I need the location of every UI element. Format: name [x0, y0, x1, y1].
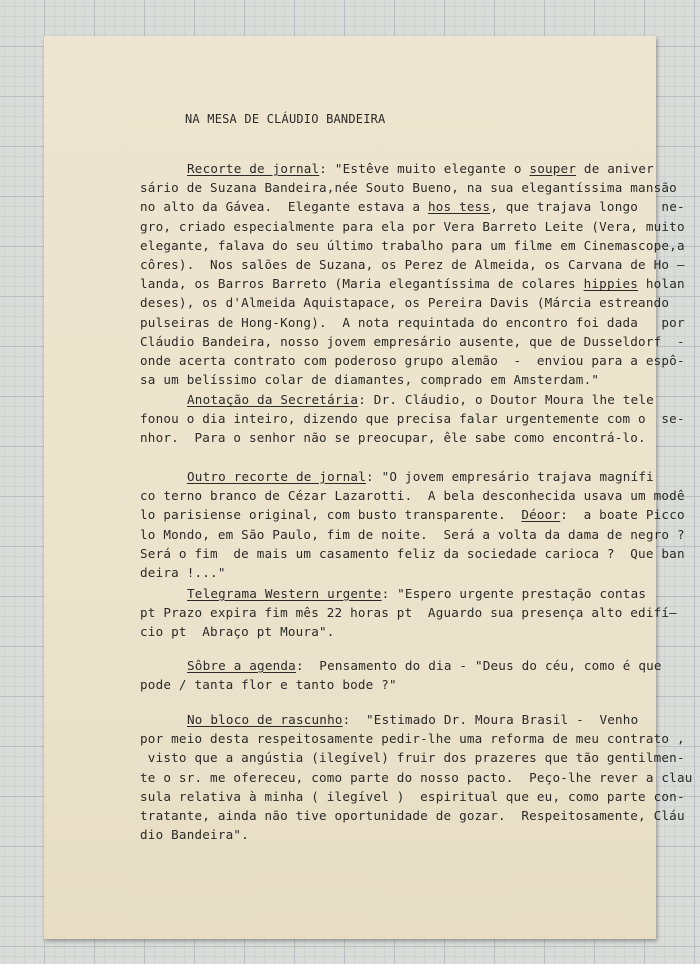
underlined-heading: Sôbre a agenda: [187, 658, 296, 673]
text-span: sula relativa à minha ( ilegível ) espiritual que eu, como parte con-: [140, 788, 685, 804]
text-span: pode / tanta flor e tanto bode ?": [140, 677, 397, 693]
text-span: onde acerta contrato com poderoso grupo alemão - enviou para a espô-: [140, 352, 685, 368]
text-line: [140, 565, 685, 584]
text-span: Será o fim de mais um casamento feliz da sociedade carioca ? Que ban: [140, 545, 685, 561]
text-line: [140, 586, 677, 605]
text-line: [140, 712, 693, 731]
text-span: deira !...": [140, 564, 226, 580]
text-line: [140, 827, 693, 846]
paragraph-telegrama: [140, 586, 677, 644]
text-line: [140, 295, 685, 314]
text-span: nhor. Para o senhor não se preocupar, êle sabe como encontrá-lo.: [140, 430, 646, 446]
text-line: [140, 789, 693, 808]
text-span: elegante, falava do seu último trabalho para um filme em Cinemascope,a: [140, 237, 685, 253]
text-span: Cláudio Bandeira, nosso jovem empresário ausente, que de Dusseldorf -: [140, 333, 685, 349]
underlined-heading: Recorte de jornal: [187, 161, 320, 176]
text-line: [140, 605, 677, 624]
text-line: [140, 488, 685, 507]
text-line: [140, 238, 685, 257]
text-span: gro, criado especialmente para ela por Vera Barreto Leite (Vera, muito: [140, 218, 685, 234]
underlined-heading: Telegrama Western urgente: [187, 586, 382, 601]
paragraph-sobre-agenda: [140, 658, 662, 696]
text-line: [140, 219, 685, 238]
text-line: [140, 392, 685, 411]
text-span: dio Bandeira".: [140, 827, 249, 843]
text-line: [140, 257, 685, 276]
text-span: côres). Nos salões de Suzana, os Perez de Almeida, os Carvana de Ho —: [140, 256, 685, 272]
text-line: [140, 546, 685, 565]
text-span: : a boate Picco: [560, 507, 685, 523]
text-line: [140, 276, 685, 295]
text-line: [140, 527, 685, 546]
text-line: [140, 372, 685, 391]
text-span: no alto da Gávea. Elegante estava a: [140, 199, 428, 215]
text-line: [140, 334, 685, 353]
text-line: [140, 315, 685, 334]
paragraph-bloco-rascunho: [140, 712, 693, 846]
text-line: [140, 658, 662, 677]
paragraph-recorte-jornal: [140, 161, 685, 391]
text-span: te o sr. me ofereceu, como parte do nosso pacto. Peço-lhe rever a clau: [140, 769, 693, 785]
text-span: lo Mondo, em São Paulo, fim de noite. Será a volta da dama de negro ?: [140, 526, 685, 542]
text-span: : "Estimado Dr. Moura Brasil - Venho: [342, 712, 639, 727]
text-line: [140, 199, 685, 218]
text-line: [140, 430, 685, 449]
underlined-heading: hippies: [583, 276, 639, 292]
text-span: por meio desta respeitosamente pedir-lhe uma reforma de meu contrato ,: [140, 731, 685, 747]
text-line: [140, 677, 662, 696]
text-span: fonou o dia inteiro, dizendo que precisa falar urgentemente com o se-: [140, 411, 685, 427]
text-span: : Dr. Cláudio, o Doutor Moura lhe tele: [358, 392, 654, 407]
text-span: visto que a angústia (ilegível) fruir dos prazeres que tão gentilmen-: [140, 750, 685, 766]
underlined-heading: Déoor: [521, 507, 561, 523]
text-line: [140, 161, 685, 180]
text-span: pulseiras de Hong-Kong). A nota requintada do encontro foi dada por: [140, 314, 685, 330]
underlined-heading: Outro recorte de jornal: [187, 469, 366, 484]
text-span: tratante, ainda não tive oportunidade de gozar. Respeitosamente, Cláu: [140, 807, 685, 823]
paragraph-anotacao-secretaria: [140, 392, 685, 450]
underlined-heading: souper: [529, 161, 577, 176]
text-span: : "Estêve muito elegante o: [319, 161, 530, 176]
underlined-heading: No bloco de rascunho: [187, 712, 343, 727]
text-line: [140, 731, 693, 750]
text-span: de aniver: [576, 161, 654, 176]
text-span: co terno branco de Cézar Lazarotti. A bela desconhecida usava um modê: [140, 488, 685, 504]
text-line: [140, 469, 685, 488]
text-span: : "O jovem empresário trajava magnífi: [366, 469, 654, 484]
text-line: [140, 411, 685, 430]
text-span: landa, os Barros Barreto (Maria elegantíssima de colares: [140, 276, 584, 292]
text-span: holan: [638, 276, 685, 292]
paragraph-outro-recorte: [140, 469, 685, 584]
text-span: : "Espero urgente prestação contas: [381, 586, 647, 601]
text-line: [140, 624, 677, 643]
text-line: [140, 507, 685, 526]
text-span: , que trajava longo ne-: [490, 199, 685, 215]
text-span: deses), os d'Almeida Aquistapace, os Pereira Davis (Márcia estreando: [140, 295, 670, 311]
typed-sheet: [44, 36, 693, 939]
text-span: lo parisiense original, com busto transparente.: [140, 507, 522, 523]
underlined-heading: hos tess: [427, 199, 491, 215]
text-span: : Pensamento do dia - "Deus do céu, como é que: [295, 658, 662, 673]
text-span: cio pt Abraço pt Moura".: [140, 624, 335, 640]
text-span: pt Prazo expira fim mês 22 horas pt Aguardo sua presença alto edifí—: [140, 605, 677, 621]
text-line: [140, 353, 685, 372]
text-span: sa um belíssimo colar de diamantes, comprado em Amsterdam.": [140, 372, 600, 388]
text-line: [140, 808, 693, 827]
underlined-heading: Anotação da Secretária: [187, 392, 359, 407]
text-line: [140, 770, 693, 789]
text-line: [140, 180, 685, 199]
text-line: [140, 750, 693, 769]
page-title: NA MESA DE CLÁUDIO BANDEIRA: [185, 112, 386, 126]
text-span: sário de Suzana Bandeira,née Souto Bueno, na sua elegantíssima mansão: [140, 180, 677, 196]
